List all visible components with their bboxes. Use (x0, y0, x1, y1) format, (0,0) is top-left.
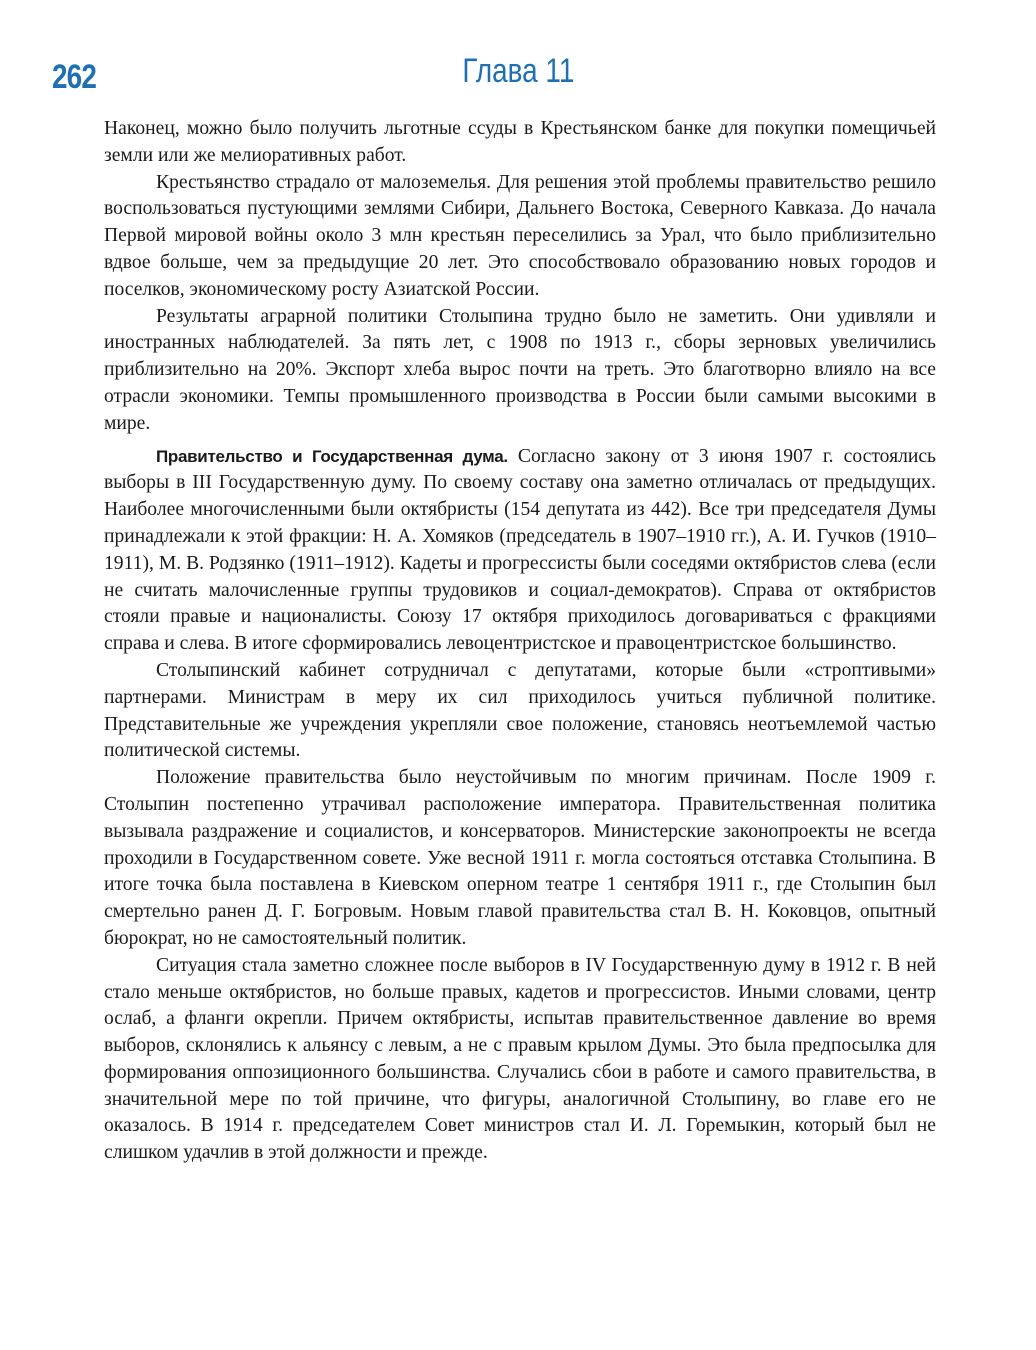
paragraph: Крестьянство страдало от малоземелья. Для решения этой проблемы правительство решило воспользоваться пустующими землями Сибири, Дальнего Востока, Северного Кавказа. До начала Первой мировой войны около 3 млн крестьян переселились за Урал, что было приблизительно вдвое больше, чем за предыдущие 20 лет. Это способствовало образованию новых городов и поселков, экономическому росту Азиатской России. (104, 171, 936, 300)
paragraph: Ситуация стала заметно сложнее после выборов в IV Государственную думу в 1912 г. В ней стало меньше октябристов, но больше правых, кадетов и прогрессистов. Иными словами, центр ослаб, а фланги окрепли. Причем октябристы, испытав правительственное давление во время выборов, склонялись к альянсу с левым, а не с правым крылом Думы. Это была предпосылка для формирования оппозиционного большинства. Случались сбои в работе и самого правительства, в значительной мере по той причине, что фигуры, аналогичной Столыпину, во главе его не оказалось. В 1914 г. председателем Совет министров стал И. Л. Горемыкин, который был не слишком удачлив в этой должности и прежде. (104, 954, 936, 1164)
paragraph: Положение правительства было неустойчивым по многим причинам. После 1909 г. Столыпин постепенно утрачивал расположение императора. Правительственная политика вызывала раздражение и социалистов, и консерваторов. Министерские законопроекты не всегда проходили в Государственном совете. Уже весной 1911 г. могла состояться отставка Столыпина. В итоге точка была поставлена в Киевском оперном театре 1 сентября 1911 г., где Столыпин был смертельно ранен Д. Г. Богровым. Новым главой правительства стал В. Н. Коковцов, опытный бюрократ, но не самостоятельный политик. (104, 767, 936, 949)
page-number: 262 (52, 58, 97, 96)
chapter-title: Глава 11 (462, 52, 575, 90)
paragraph-text: Согласно закону от 3 июня 1907 г. состоялись выборы в III Государственную думу. По своему составу она заметно отличалась от предыдущих. Наиболее многочисленными были октябристы (154 депутата из 442). Все три председателя Думы принадлежали к этой фракции: Н. А. Хомяков (председатель в 1907–1910 гг.), А. И. Гучков (1910–1911), М. В. Родзянко (1911–1912). Кадеты и прогрессисты были соседями октябристов слева (если не считать малочисленные группы трудовиков и социал-демократов). Справа от октябристов стояли правые и националисты. Союзу 17 октября приходилось договариваться с фракциями справа и слева. В итоге сформировались левоцентристское и правоцентристское большинство. (104, 445, 936, 655)
paragraph: Результаты аграрной политики Столыпина трудно было не заметить. Они удивляли и иностранных наблюдателей. За пять лет, с 1908 по 1913 г., сборы зерновых увеличились приблизительно на 20%. Экспорт хлеба вырос почти на треть. Это благотворно влияло на все отрасли экономики. Темпы промышленного производства в России были самыми высокими в мире. (104, 305, 936, 434)
body-text (104, 116, 936, 1167)
paragraph: Наконец, можно было получить льготные ссуды в Крестьянском банке для покупки помещичьей земли или же мелиоративных работ. (104, 118, 936, 166)
section-run-in-heading: Правительство и Государственная дума. (156, 446, 508, 466)
paragraph-with-heading (104, 444, 936, 658)
paragraph: Столыпинский кабинет сотрудничал с депутатами, которые были «строптивыми» партнерами. Министрам в меру их сил приходилось учиться публичной политике. Представительные же учреждения укрепляли свое положение, становясь неотъемлемой частью политической системы. (104, 659, 936, 762)
